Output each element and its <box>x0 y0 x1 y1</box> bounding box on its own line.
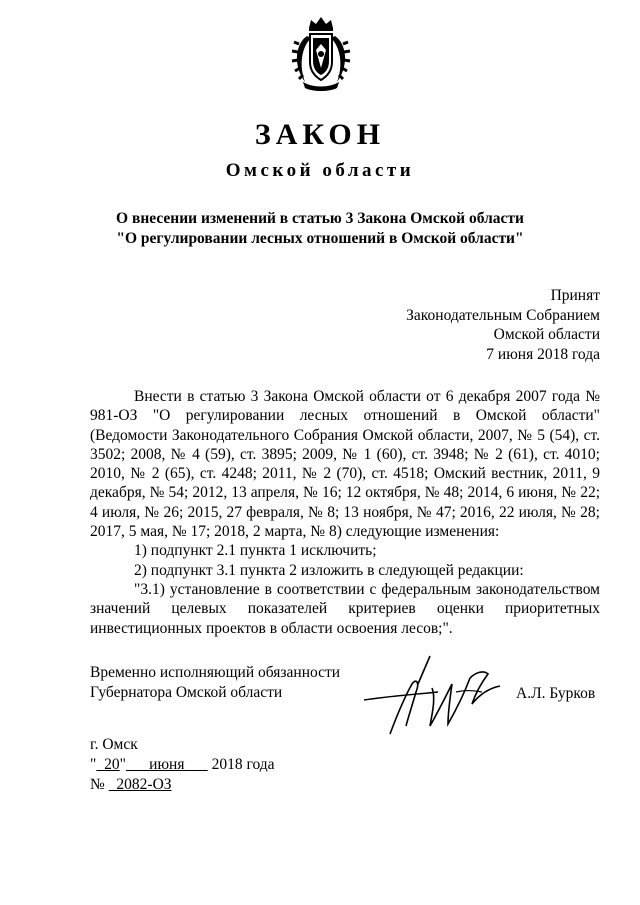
date-year: 2018 года <box>211 756 275 773</box>
body-item-3: "3.1) установление в соответствии с федеральным законодательством значений целевых показателей критериев оценки приоритетных инвестиционных проектов в области освоения лесов;". <box>90 580 600 637</box>
body-item-1: 1) подпункт 2.1 пункта 1 исключить; <box>134 542 377 560</box>
date-month: июня <box>149 756 185 773</box>
law-body <box>90 387 600 638</box>
law-number <box>90 775 275 795</box>
adoption-block <box>406 286 600 364</box>
adopted-line-3: Омской области <box>493 326 600 343</box>
body-intro-paragraph: Внести в статью 3 Закона Омской области от 6 декабря 2007 года № 981-ОЗ "О регулировании лесных отношений в Омской области" (Ведомости Законодательного Собрания Омской области, 2007, № 5 (54), ст. 3502; 2008, № 4 (59), ст. 3895; 2009, № 1 (60), ст. 3948; № 2 (61), ст. 4010; 2010, № 2 (65), ст. 4248; 2011, № 2 (70), ст. 4518; Омский вестник, 2011, 9 декабря, № 54; 2012, 13 апреля, № 16; 12 октября, № 48; 2014, 6 июня, № 22; 4 июля, № 26; 2015, 27 февраля, № 8; 13 ноября, № 47; 2016, 22 июля, № 28; 2017, 5 мая, № 17; 2018, 2 марта, № 8) следующие изменения: <box>90 388 600 541</box>
signatory-position <box>90 663 340 702</box>
date-day: 20 <box>104 756 120 773</box>
date-quote-open: " <box>90 756 97 773</box>
city: г. Омск <box>90 736 138 753</box>
law-number-value: 2082-ОЗ <box>116 776 172 793</box>
document-region: Омской области <box>225 160 415 181</box>
adopted-date: 7 июня 2018 года <box>486 345 600 363</box>
body-item-2: 2) подпункт 3.1 пункта 2 изложить в следующей редакции: <box>134 561 524 579</box>
date-quote-close: " <box>119 756 126 773</box>
signatory-name: А.Л. Бурков <box>516 685 596 702</box>
law-name-line-2: "О регулировании лесных отношений в Омской области" <box>116 230 524 247</box>
adopted-line-1: Принят <box>550 287 600 304</box>
signing-date <box>90 755 275 775</box>
law-name <box>0 209 640 249</box>
coat-of-arms-emblem <box>289 14 353 94</box>
document-title: ЗАКОН <box>254 118 386 151</box>
signatory-position-line-2: Губернатора Омской области <box>90 683 283 701</box>
adopted-line-2: Законодательным Собранием <box>406 306 600 324</box>
law-name-line-1: О внесении изменений в статью 3 Закона Омской области <box>116 210 524 227</box>
signatory-position-line-1: Временно исполняющий обязанности <box>90 664 341 681</box>
place-and-date <box>90 735 275 795</box>
number-sign: № <box>90 776 105 793</box>
handwritten-signature <box>360 648 520 738</box>
